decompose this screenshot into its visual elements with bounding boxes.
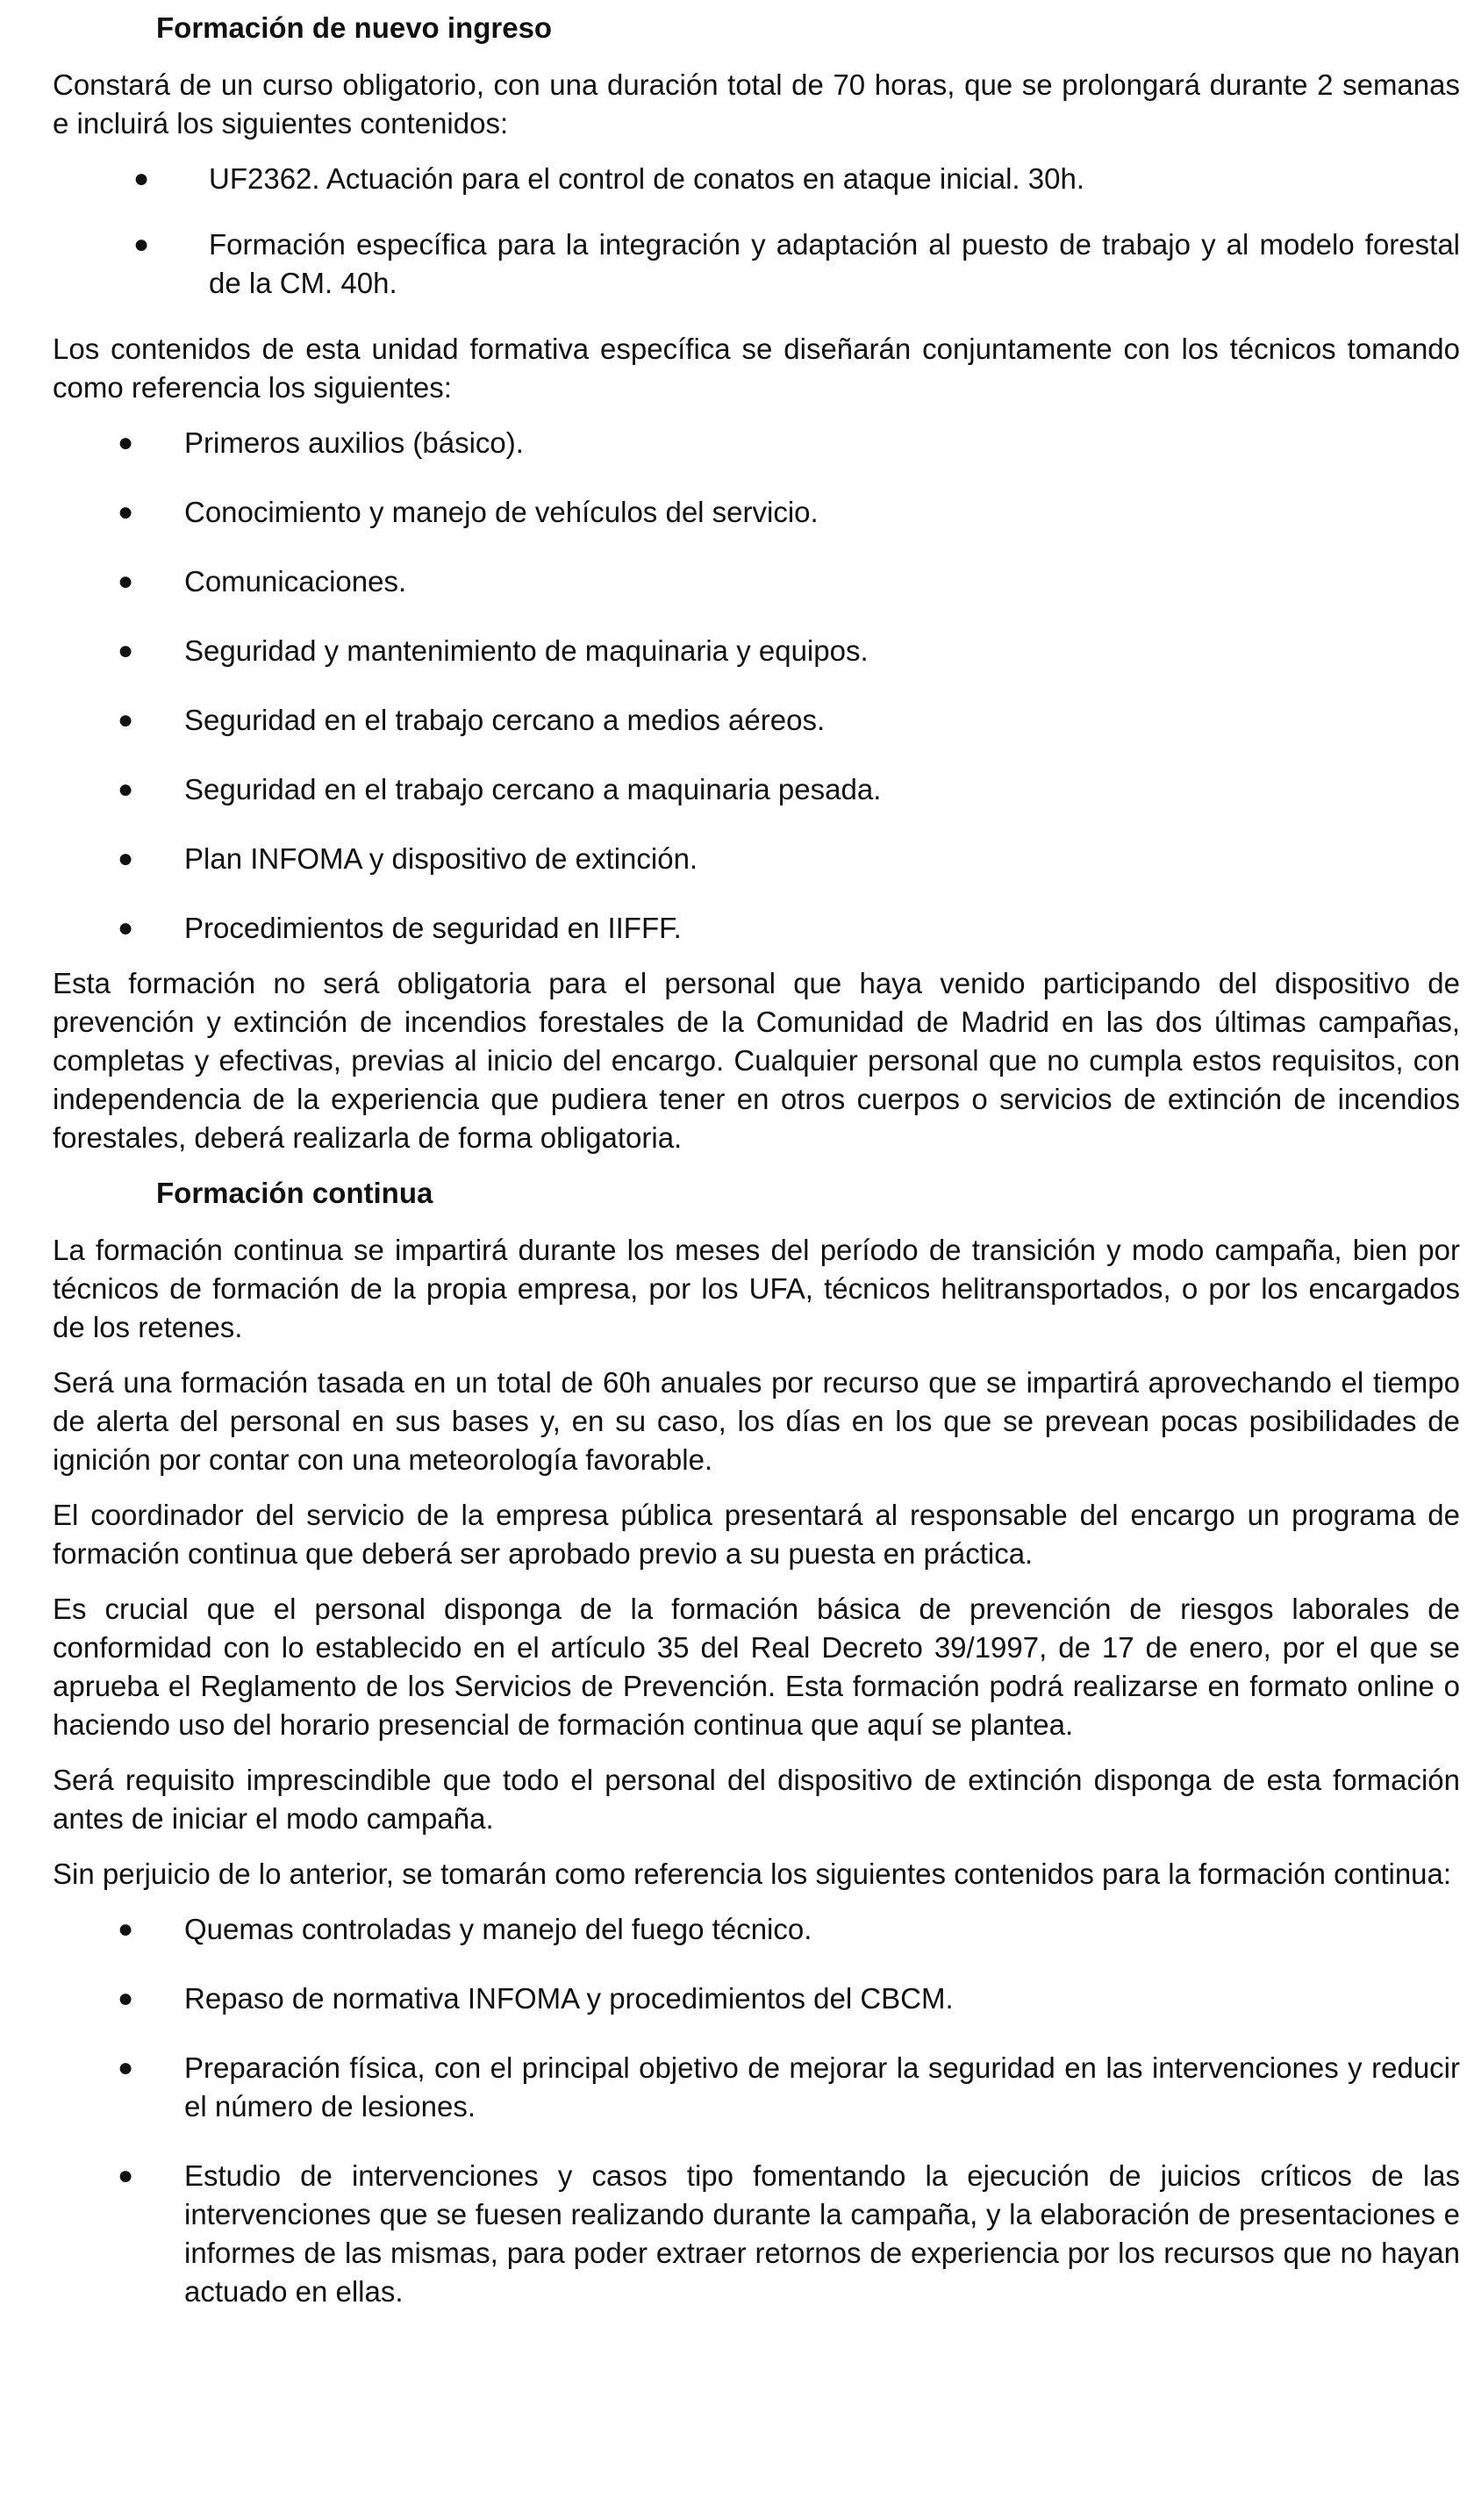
list-item: ● Comunicaciones. — [53, 562, 1460, 601]
bullet-icon: ● — [118, 2161, 134, 2190]
bullet-icon: ● — [133, 164, 150, 193]
list-item: ● Formación específica para la integración y adaptación al puesto de trabajo y al modelo forestal de la CM. 40h. — [53, 226, 1460, 303]
list-item: ● Preparación física, con el principal objetivo de mejorar la seguridad en las intervenciones y reducir el número de lesiones. — [53, 2049, 1460, 2126]
list-item: ● Repaso de normativa INFOMA y procedimientos del CBCM. — [53, 1979, 1460, 2018]
section-heading-nuevo-ingreso: Formación de nuevo ingreso — [156, 11, 553, 44]
bullet-icon: ● — [118, 636, 134, 665]
list-item: ● UF2362. Actuación para el control de conatos en ataque inicial. 30h. — [53, 160, 1460, 198]
list-item: ● Seguridad en el trabajo cercano a maquinaria pesada. — [53, 770, 1460, 809]
bullet-icon: ● — [118, 705, 134, 734]
intro-paragraph: Constará de un curso obligatorio, con una duración total de 70 horas, que se prolongará durante 2 semanas e incluirá los siguientes contenidos: — [53, 68, 1460, 140]
bullet-icon: ● — [118, 775, 134, 804]
body-paragraph: El coordinador del servicio de la empresa pública presentará al responsable del encargo un programa de formación continua que deberá ser aprobado previo a su puesta en práctica. — [53, 1499, 1460, 1570]
bullet-icon: ● — [133, 230, 150, 259]
note-paragraph: Esta formación no será obligatoria para el personal que haya venido participando del dispositivo de prevención y extinción de incendios forestales de la Comunidad de Madrid en las dos últimas campañas, completas y efectivas, previas al inicio del encargo. Cualquier personal que no cumpla estos requisitos, con independencia de la experiencia que pudiera tener en otros cuerpos o servicios de extinción de incendios forestales, deberá realizarla de forma obligatoria. — [53, 967, 1460, 1154]
list-item: ● Procedimientos de seguridad en IIFFF. — [53, 909, 1460, 948]
continua-contents-list — [53, 1910, 1460, 2311]
list-item: ● Seguridad y mantenimiento de maquinaria y equipos. — [53, 632, 1460, 670]
body-paragraph: La formación continua se impartirá durante los meses del período de transición y modo campaña, bien por técnicos de formación de la propia empresa, por los UFA, técnicos helitransportados, o por los encargados de los retenes. — [53, 1234, 1460, 1343]
list-item: ● Quemas controladas y manejo del fuego técnico. — [53, 1910, 1460, 1949]
list-item: ● Primeros auxilios (básico). — [53, 424, 1460, 462]
section-heading-continua: Formación continua — [156, 1177, 433, 1209]
bullet-icon: ● — [118, 913, 134, 942]
contents-list — [53, 424, 1460, 948]
bullet-icon: ● — [118, 428, 134, 457]
contents-intro-paragraph: Los contenidos de esta unidad formativa específica se diseñarán conjuntamente con los técnicos tomando como referencia los siguientes: — [53, 333, 1460, 404]
bullet-icon: ● — [118, 1984, 134, 2013]
list-item: ● Estudio de intervenciones y casos tipo fomentando la ejecución de juicios críticos de las intervenciones que se fuesen realizando durante la campaña, y la elaboración de presentaciones e informes de las mismas, para poder extraer retornos de experiencia por los recursos que no hayan actuado en ellas. — [53, 2157, 1460, 2311]
body-paragraph: Será requisito imprescindible que todo el personal del dispositivo de extinción disponga de esta formación antes de iniciar el modo campaña. — [53, 1764, 1460, 1835]
list-item: ● Plan INFOMA y dispositivo de extinción. — [53, 840, 1460, 878]
body-paragraph: Sin perjuicio de lo anterior, se tomarán como referencia los siguientes contenidos para la formación continua: — [53, 1858, 1452, 1890]
course-list — [53, 160, 1460, 303]
bullet-icon: ● — [118, 2053, 134, 2082]
body-paragraph: Será una formación tasada en un total de 60h anuales por recurso que se impartirá aprovechando el tiempo de alerta del personal en sus bases y, en su caso, los días en los que se prevean pocas posibilidades de ignición por contar con una meteorología favorable. — [53, 1366, 1460, 1476]
bullet-icon: ● — [118, 498, 134, 526]
body-paragraph: Es crucial que el personal disponga de la formación básica de prevención de riesgos laborales de conformidad con lo establecido en el artículo 35 del Real Decreto 39/1997, de 17 de enero, por el que se aprueba el Reglamento de los Servicios de Prevención. Esta formación podrá realizarse en formato online o haciendo uso del horario presencial de formación continua que aquí se plantea. — [53, 1593, 1460, 1741]
bullet-icon: ● — [118, 567, 134, 596]
list-item: ● Conocimiento y manejo de vehículos del servicio. — [53, 493, 1460, 532]
list-item: ● Seguridad en el trabajo cercano a medios aéreos. — [53, 701, 1460, 740]
bullet-icon: ● — [118, 1915, 134, 1944]
bullet-icon: ● — [118, 844, 134, 873]
